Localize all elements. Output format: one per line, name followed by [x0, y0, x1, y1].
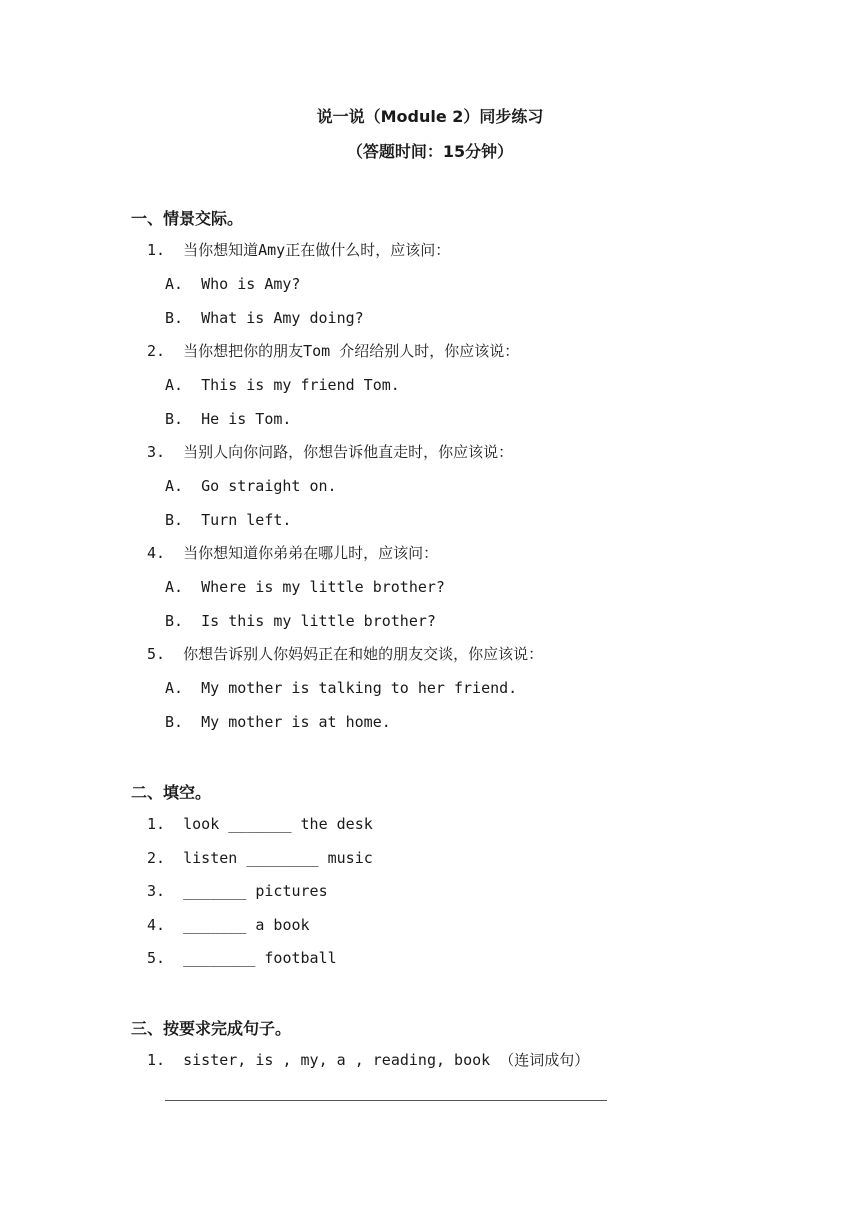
fill-item-2: 2. listen ________ music [147, 849, 373, 867]
option-4a: A. Where is my little brother? [165, 578, 445, 596]
section-heading-3: 三、按要求完成句子。 [131, 1019, 292, 1038]
option-1a: A. Who is Amy? [165, 275, 301, 293]
option-3a: A. Go straight on. [165, 477, 337, 495]
option-5b: B. My mother is at home. [165, 713, 391, 731]
option-3b: B. Turn left. [165, 511, 292, 529]
sentence-item-1: 1. sister, is , my, a , reading, book （连词成句） [147, 1051, 590, 1069]
question-5: 5. 你想告诉别人你妈妈正在和她的朋友交谈，你应该说： [147, 645, 544, 663]
question-4: 4. 当你想知道你弟弟在哪儿时，应该问： [147, 544, 439, 562]
question-2: 2. 当你想把你的朋友Tom 介绍给别人时，你应该说： [147, 342, 520, 360]
section-heading-2: 二、填空。 [131, 783, 212, 802]
page-subtitle: （答题时间：15分钟） [346, 142, 514, 161]
answer-line [165, 1100, 607, 1101]
option-4b: B. Is this my little brother? [165, 612, 436, 630]
question-1: 1. 当你想知道Amy正在做什么时，应该问： [147, 241, 451, 259]
option-5a: A. My mother is talking to her friend. [165, 679, 518, 697]
option-1b: B. What is Amy doing? [165, 309, 364, 327]
option-2b: B. He is Tom. [165, 410, 292, 428]
section-heading-1: 一、情景交际。 [131, 209, 244, 228]
fill-item-3: 3. _______ pictures [147, 882, 328, 900]
question-3: 3. 当别人向你问路，你想告诉他直走时，你应该说： [147, 443, 514, 461]
fill-item-5: 5. ________ football [147, 949, 337, 967]
fill-item-4: 4. _______ a book [147, 916, 310, 934]
option-2a: A. This is my friend Tom. [165, 376, 400, 394]
page-title: 说一说（Module 2）同步练习 [316, 107, 544, 126]
fill-item-1: 1. look _______ the desk [147, 815, 373, 833]
